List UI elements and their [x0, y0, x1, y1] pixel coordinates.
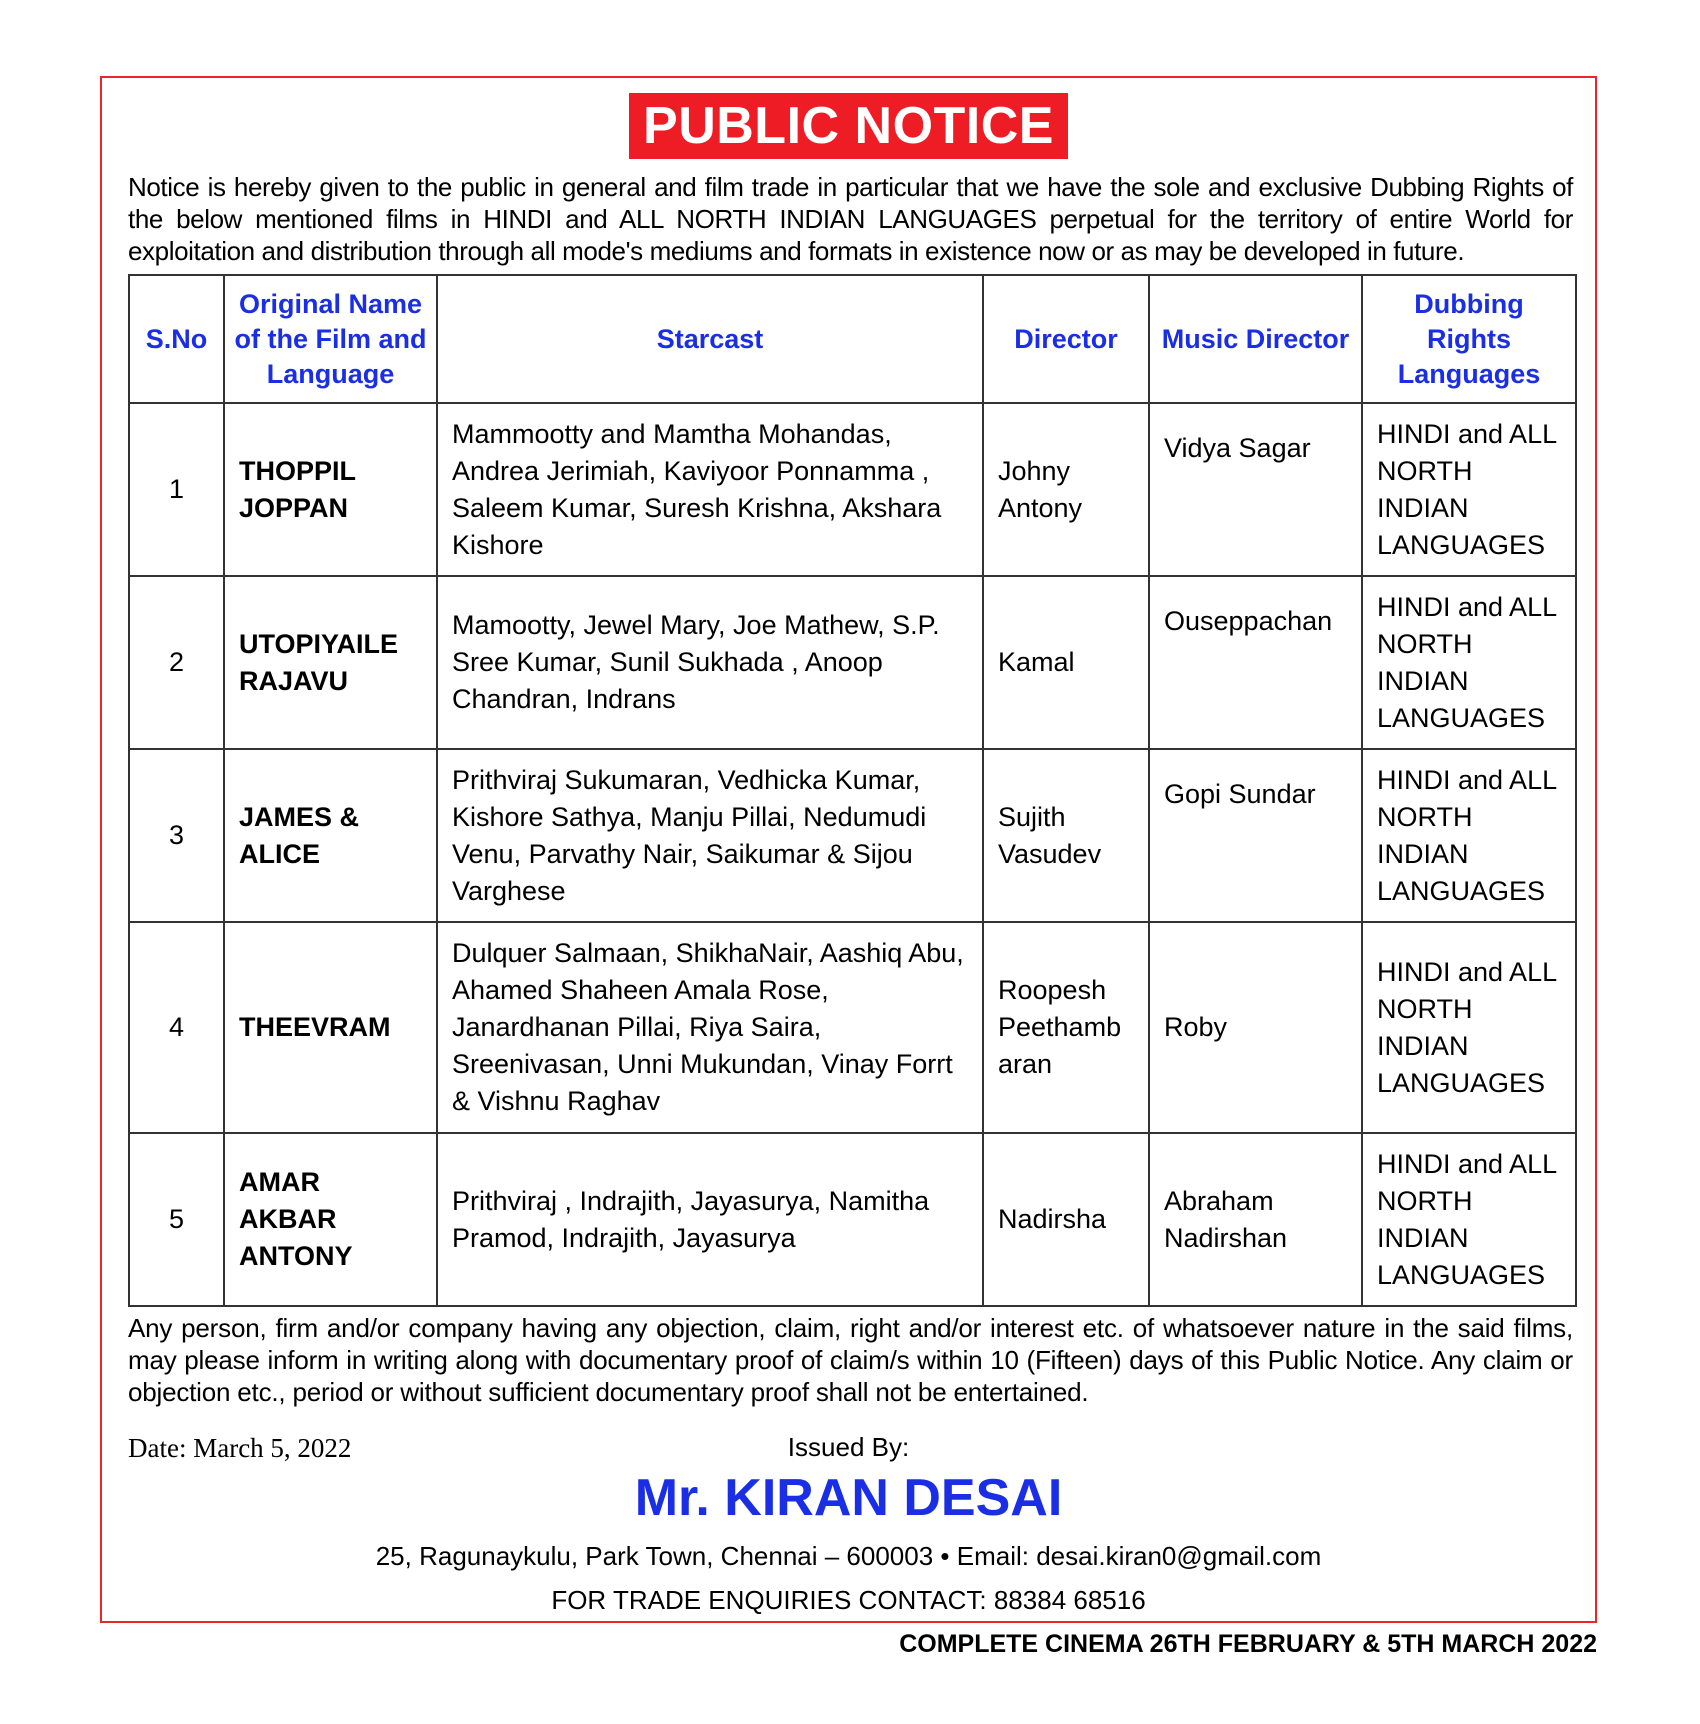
table-row — [129, 1133, 1576, 1306]
cell-director: Johny Antony — [983, 403, 1149, 576]
cell-film: THEEVRAM — [224, 922, 437, 1133]
cell-music-director: Gopi Sundar — [1149, 749, 1362, 922]
table-row — [129, 403, 1576, 576]
cell-starcast: Mammootty and Mamtha Mohandas, Andrea Jerimiah, Kaviyoor Ponnamma , Saleem Kumar, Suresh Krishna, Akshara Kishore — [437, 403, 983, 576]
cell-starcast: Mamootty, Jewel Mary, Joe Mathew, S.P. Sree Kumar, Sunil Sukhada , Anoop Chandran, Indrans — [437, 576, 983, 749]
cell-dubbing-rights: HINDI and ALL NORTH INDIAN LANGUAGES — [1362, 576, 1576, 749]
issuer-name: Mr. KIRAN DESAI — [634, 1469, 1063, 1527]
header-music-director: Music Director — [1149, 275, 1362, 403]
cell-director: Nadirsha — [983, 1133, 1149, 1306]
cell-music-director: Roby — [1149, 922, 1362, 1133]
cell-music-director: Ouseppachan — [1149, 576, 1362, 749]
cell-dubbing-rights: HINDI and ALL NORTH INDIAN LANGUAGES — [1362, 749, 1576, 922]
cell-starcast: Prithviraj , Indrajith, Jayasurya, Namitha Pramod, Indrajith, Jayasurya — [437, 1133, 983, 1306]
publication-footer: COMPLETE CINEMA 26TH FEBRUARY & 5TH MARCH 2022 — [899, 1630, 1597, 1658]
header-film: Original Name of the Film and Language — [224, 275, 437, 403]
closing-paragraph: Any person, firm and/or company having any objection, claim, right and/or interest etc. of whatsoever nature in the said films, may please inform in writing along with documentary proof of claim/s within 10 (Fifteen) days of this Public Notice. Any claim or objection etc., period or without sufficient documentary proof shall not be entertained. — [128, 1313, 1573, 1407]
cell-sno: 1 — [129, 403, 224, 576]
title-wrap — [102, 93, 1595, 159]
cell-starcast: Prithviraj Sukumaran, Vedhicka Kumar, Kishore Sathya, Manju Pillai, Nedumudi Venu, Parvathy Nair, Saikumar & Sijou Varghese — [437, 749, 983, 922]
cell-film: AMAR AKBAR ANTONY — [224, 1133, 437, 1306]
trade-contact: FOR TRADE ENQUIRIES CONTACT: 88384 68516 — [551, 1585, 1146, 1615]
notice-date: Date: March 5, 2022 — [128, 1433, 352, 1463]
cell-film: THOPPIL JOPPAN — [224, 403, 437, 576]
cell-sno: 4 — [129, 922, 224, 1133]
cell-director: Sujith Vasudev — [983, 749, 1149, 922]
table-row — [129, 749, 1576, 922]
films-table — [128, 274, 1577, 1307]
cell-dubbing-rights: HINDI and ALL NORTH INDIAN LANGUAGES — [1362, 922, 1576, 1133]
cell-music-director: Abraham Nadirshan — [1149, 1133, 1362, 1306]
header-sno: S.No — [129, 275, 224, 403]
issuer-address: 25, Ragunaykulu, Park Town, Chennai – 600003 • Email: desai.kiran0@gmail.com — [375, 1541, 1322, 1571]
cell-film: JAMES & ALICE — [224, 749, 437, 922]
cell-sno: 5 — [129, 1133, 224, 1306]
header-dubbing-rights: Dubbing Rights Languages — [1362, 275, 1576, 403]
intro-paragraph: Notice is hereby given to the public in general and film trade in particular that we have the sole and exclusive Dubbing Rights of the below mentioned films in HINDI and ALL NORTH INDIAN LANGUAGES perpetual for the territory of entire World for exploitation and distribution through all mode's mediums and formats in existence now or as may be developed in future. — [128, 172, 1573, 266]
cell-director: Roopesh Peethamb aran — [983, 922, 1149, 1133]
cell-dubbing-rights: HINDI and ALL NORTH INDIAN LANGUAGES — [1362, 403, 1576, 576]
table-header-row — [129, 275, 1576, 403]
cell-starcast: Dulquer Salmaan, ShikhaNair, Aashiq Abu, Ahamed Shaheen Amala Rose, Janardhanan Pillai, Riya Saira, Sreenivasan, Unni Mukundan, Vinay Forrt & Vishnu Raghav — [437, 922, 983, 1133]
cell-director: Kamal — [983, 576, 1149, 749]
header-starcast: Starcast — [437, 275, 983, 403]
cell-dubbing-rights: HINDI and ALL NORTH INDIAN LANGUAGES — [1362, 1133, 1576, 1306]
notice-title: PUBLIC NOTICE — [629, 93, 1068, 159]
cell-sno: 3 — [129, 749, 224, 922]
table-row — [129, 922, 1576, 1133]
table-row — [129, 576, 1576, 749]
header-director: Director — [983, 275, 1149, 403]
cell-music-director: Vidya Sagar — [1149, 403, 1362, 576]
issued-by-label: Issued By: — [787, 1432, 910, 1462]
cell-sno: 2 — [129, 576, 224, 749]
notice-frame — [100, 76, 1597, 1623]
cell-film: UTOPIYAILE RAJAVU — [224, 576, 437, 749]
